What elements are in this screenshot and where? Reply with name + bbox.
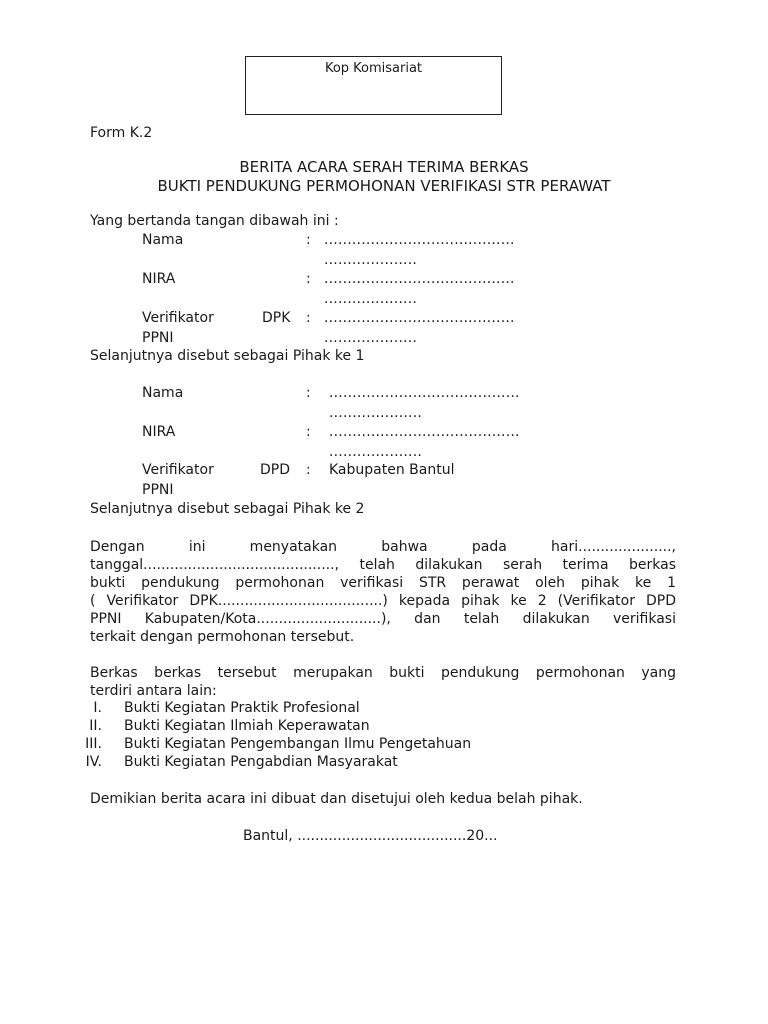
party1-nama-label: Nama (142, 232, 184, 248)
list-item-number: I. (93, 700, 102, 716)
party2-verifikator-label: Verifikator (142, 462, 214, 478)
party1-verifikator-dots: ......................................... (324, 310, 515, 326)
statement-line: bukti pendukung permohonan verifikasi STR perawat oleh pihak ke 1 (90, 575, 676, 591)
documents-line: terdiri antara lain: (90, 683, 217, 699)
documents-line: Berkas berkas tersebut merupakan bukti pendukung permohonan yang (90, 665, 676, 681)
list-item: Bukti Kegiatan Praktik Profesional (124, 700, 360, 716)
list-item: Bukti Kegiatan Pengabdian Masyarakat (124, 754, 398, 770)
party2-nira-label: NIRA (142, 424, 176, 440)
party1-nira-colon: : (306, 271, 311, 287)
statement-line: tanggal..........................................., telah dilakukan serah terima berkas (90, 557, 676, 573)
document-title-line1: BERITA ACARA SERAH TERIMA BERKAS (239, 158, 529, 176)
party1-nama-dots: ......................................... (324, 232, 515, 248)
list-item-number: II. (89, 718, 102, 734)
party2-nama-dots-cont: .................... (329, 405, 423, 421)
statement-line: ( Verifikator DPK.....................................) kepada pihak ke 2 (Verifikator DPD (90, 593, 676, 609)
document-title-line2: BUKTI PENDUKUNG PERMOHONAN VERIFIKASI STR PERAWAT (157, 177, 611, 195)
party1-nira-dots: ......................................... (324, 271, 515, 287)
list-item-number: III. (85, 736, 102, 752)
party2-nira-dots-cont: .................... (329, 444, 423, 460)
party2-nira-dots: ......................................... (329, 424, 520, 440)
party2-nira-colon: : (306, 424, 311, 440)
list-item: Bukti Kegiatan Ilmiah Keperawatan (124, 718, 370, 734)
list-item-number: IV. (85, 754, 102, 770)
party2-caption: Selanjutnya disebut sebagai Pihak ke 2 (90, 501, 365, 517)
party1-nira-dots-cont: .................... (324, 291, 418, 307)
statement-line: PPNI Kabupaten/Kota............................), dan telah dilakukan verifikasi (90, 611, 676, 627)
place-date: Bantul, ......................................20... (243, 828, 498, 844)
party1-verifikator-label: Verifikator (142, 310, 214, 326)
party1-verifikator-ppni: PPNI (142, 330, 174, 346)
party1-verifikator-colon: : (306, 310, 311, 326)
party2-verifikator-dpd: DPD (260, 462, 291, 478)
party1-nama-dots-cont: .................... (324, 252, 418, 268)
kop-label: Kop Komisariat (324, 61, 423, 76)
statement-line: Dengan ini menyatakan bahwa pada hari....................., (90, 539, 676, 555)
party2-nama-label: Nama (142, 385, 184, 401)
closing-statement: Demikian berita acara ini dibuat dan disetujui oleh kedua belah pihak. (90, 791, 583, 807)
party1-caption: Selanjutnya disebut sebagai Pihak ke 1 (90, 348, 365, 364)
party2-nama-dots: ......................................... (329, 385, 520, 401)
party1-verifikator-dpk: DPK (262, 310, 291, 326)
party1-nama-colon: : (306, 232, 311, 248)
party2-verifikator-colon: : (306, 462, 311, 478)
party2-verifikator-ppni: PPNI (142, 482, 174, 498)
party1-verifikator-dots-cont: .................... (324, 330, 418, 346)
form-code: Form K.2 (90, 125, 153, 141)
list-item: Bukti Kegiatan Pengembangan Ilmu Pengetahuan (124, 736, 472, 752)
kop-komisariat-box (245, 56, 502, 115)
party1-nira-label: NIRA (142, 271, 176, 287)
party2-verifikator-value: Kabupaten Bantul (329, 462, 455, 478)
statement-line: terkait dengan permohonan tersebut. (90, 629, 355, 645)
intro-text: Yang bertanda tangan dibawah ini : (90, 213, 339, 229)
party2-nama-colon: : (306, 385, 311, 401)
